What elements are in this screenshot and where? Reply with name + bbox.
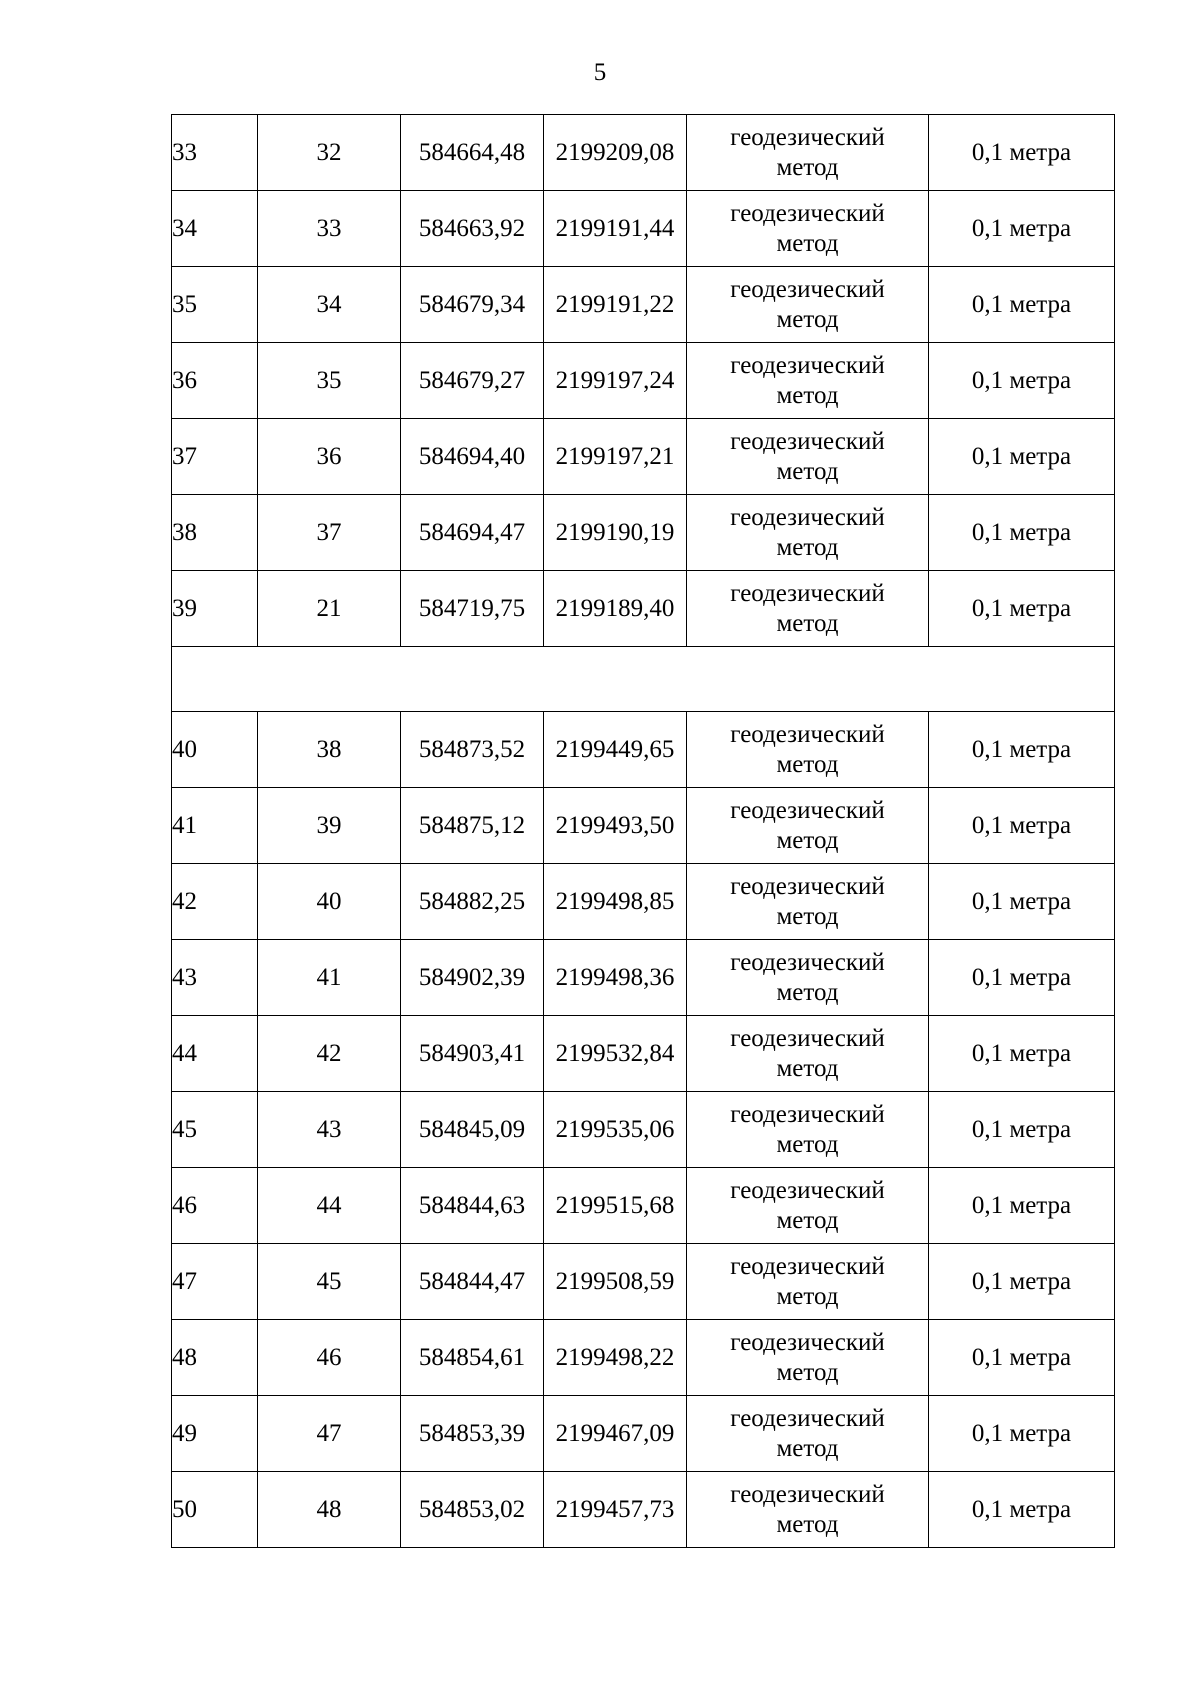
accuracy-cell: 0,1 метра <box>929 1092 1115 1168</box>
x-coordinate-cell: 584882,25 <box>401 864 544 940</box>
accuracy-cell: 0,1 метра <box>929 1168 1115 1244</box>
row-number-cell: 35 <box>172 267 258 343</box>
y-coordinate-cell: 2199467,09 <box>544 1396 687 1472</box>
x-coordinate-cell: 584875,12 <box>401 788 544 864</box>
table-row <box>172 343 1115 419</box>
method-line-2: метод <box>776 1206 839 1234</box>
table-row <box>172 115 1115 191</box>
method-line-1: геодезический <box>730 1480 885 1508</box>
x-coordinate-cell: 584854,61 <box>401 1320 544 1396</box>
accuracy-cell: 0,1 метра <box>929 940 1115 1016</box>
table-body-part-2 <box>172 712 1115 1548</box>
point-number-cell: 35 <box>258 343 401 419</box>
row-number-cell: 48 <box>172 1320 258 1396</box>
method-cell <box>687 788 929 864</box>
method-line-2: метод <box>776 826 839 854</box>
coordinates-table <box>171 114 1115 1548</box>
x-coordinate-cell: 584844,47 <box>401 1244 544 1320</box>
accuracy-cell: 0,1 метра <box>929 864 1115 940</box>
page-number: 5 <box>593 59 607 86</box>
x-coordinate-cell: 584902,39 <box>401 940 544 1016</box>
row-number-cell: 40 <box>172 712 258 788</box>
row-number-cell: 36 <box>172 343 258 419</box>
table-body-part-1 <box>172 115 1115 647</box>
point-number-cell: 41 <box>258 940 401 1016</box>
method-line-2: метод <box>776 902 839 930</box>
x-coordinate-cell: 584873,52 <box>401 712 544 788</box>
method-line-1: геодезический <box>730 1252 885 1280</box>
method-line-2: метод <box>776 1282 839 1310</box>
method-line-1: геодезический <box>730 796 885 824</box>
accuracy-cell: 0,1 метра <box>929 712 1115 788</box>
method-cell <box>687 495 929 571</box>
y-coordinate-cell: 2199535,06 <box>544 1092 687 1168</box>
table-row <box>172 495 1115 571</box>
point-number-cell: 39 <box>258 788 401 864</box>
method-line-2: метод <box>776 609 839 637</box>
table-row <box>172 712 1115 788</box>
accuracy-cell: 0,1 метра <box>929 788 1115 864</box>
point-number-cell: 45 <box>258 1244 401 1320</box>
method-line-2: метод <box>776 1130 839 1158</box>
table-row <box>172 1016 1115 1092</box>
row-number-cell: 42 <box>172 864 258 940</box>
method-line-2: метод <box>776 978 839 1006</box>
table-row <box>172 1396 1115 1472</box>
point-number-cell: 34 <box>258 267 401 343</box>
row-number-cell: 33 <box>172 115 258 191</box>
accuracy-cell: 0,1 метра <box>929 267 1115 343</box>
y-coordinate-cell: 2199209,08 <box>544 115 687 191</box>
table-row <box>172 1472 1115 1548</box>
method-line-1: геодезический <box>730 948 885 976</box>
x-coordinate-cell: 584853,39 <box>401 1396 544 1472</box>
accuracy-cell: 0,1 метра <box>929 343 1115 419</box>
x-coordinate-cell: 584694,40 <box>401 419 544 495</box>
method-cell <box>687 1320 929 1396</box>
point-number-cell: 46 <box>258 1320 401 1396</box>
method-line-2: метод <box>776 153 839 181</box>
method-line-1: геодезический <box>730 1404 885 1432</box>
method-line-1: геодезический <box>730 1100 885 1128</box>
method-line-2: метод <box>776 229 839 257</box>
table-row <box>172 788 1115 864</box>
method-line-1: геодезический <box>730 351 885 379</box>
method-cell <box>687 1016 929 1092</box>
y-coordinate-cell: 2199498,22 <box>544 1320 687 1396</box>
method-line-1: геодезический <box>730 720 885 748</box>
method-cell <box>687 1092 929 1168</box>
x-coordinate-cell: 584679,27 <box>401 343 544 419</box>
point-number-cell: 32 <box>258 115 401 191</box>
x-coordinate-cell: 584663,92 <box>401 191 544 267</box>
method-cell <box>687 571 929 647</box>
row-number-cell: 37 <box>172 419 258 495</box>
method-cell <box>687 1472 929 1548</box>
method-line-2: метод <box>776 1054 839 1082</box>
method-cell <box>687 1244 929 1320</box>
x-coordinate-cell: 584845,09 <box>401 1092 544 1168</box>
table-row <box>172 191 1115 267</box>
table-row <box>172 419 1115 495</box>
row-number-cell: 49 <box>172 1396 258 1472</box>
section-separator-row <box>172 647 1115 712</box>
table-row <box>172 1244 1115 1320</box>
row-number-cell: 47 <box>172 1244 258 1320</box>
method-line-1: геодезический <box>730 872 885 900</box>
table-row <box>172 864 1115 940</box>
method-cell <box>687 115 929 191</box>
table-row <box>172 267 1115 343</box>
method-line-2: метод <box>776 305 839 333</box>
row-number-cell: 38 <box>172 495 258 571</box>
method-line-1: геодезический <box>730 579 885 607</box>
point-number-cell: 47 <box>258 1396 401 1472</box>
method-cell <box>687 712 929 788</box>
accuracy-cell: 0,1 метра <box>929 1396 1115 1472</box>
row-number-cell: 50 <box>172 1472 258 1548</box>
method-line-2: метод <box>776 750 839 778</box>
y-coordinate-cell: 2199197,24 <box>544 343 687 419</box>
x-coordinate-cell: 584679,34 <box>401 267 544 343</box>
point-number-cell: 48 <box>258 1472 401 1548</box>
y-coordinate-cell: 2199515,68 <box>544 1168 687 1244</box>
y-coordinate-cell: 2199191,44 <box>544 191 687 267</box>
table-row <box>172 1168 1115 1244</box>
method-line-2: метод <box>776 1434 839 1462</box>
x-coordinate-cell: 584664,48 <box>401 115 544 191</box>
method-line-2: метод <box>776 457 839 485</box>
point-number-cell: 43 <box>258 1092 401 1168</box>
accuracy-cell: 0,1 метра <box>929 419 1115 495</box>
y-coordinate-cell: 2199532,84 <box>544 1016 687 1092</box>
table-row <box>172 571 1115 647</box>
method-line-1: геодезический <box>730 1328 885 1356</box>
point-number-cell: 33 <box>258 191 401 267</box>
method-line-2: метод <box>776 1510 839 1538</box>
method-line-1: геодезический <box>730 275 885 303</box>
row-number-cell: 41 <box>172 788 258 864</box>
row-number-cell: 45 <box>172 1092 258 1168</box>
point-number-cell: 37 <box>258 495 401 571</box>
x-coordinate-cell: 584903,41 <box>401 1016 544 1092</box>
accuracy-cell: 0,1 метра <box>929 1016 1115 1092</box>
method-cell <box>687 940 929 1016</box>
method-line-2: метод <box>776 381 839 409</box>
point-number-cell: 44 <box>258 1168 401 1244</box>
method-line-1: геодезический <box>730 1024 885 1052</box>
y-coordinate-cell: 2199457,73 <box>544 1472 687 1548</box>
method-line-1: геодезический <box>730 199 885 227</box>
method-cell <box>687 864 929 940</box>
section-separator-cell <box>172 647 1115 712</box>
accuracy-cell: 0,1 метра <box>929 1320 1115 1396</box>
method-cell <box>687 419 929 495</box>
accuracy-cell: 0,1 метра <box>929 191 1115 267</box>
y-coordinate-cell: 2199189,40 <box>544 571 687 647</box>
row-number-cell: 43 <box>172 940 258 1016</box>
accuracy-cell: 0,1 метра <box>929 1244 1115 1320</box>
method-cell <box>687 191 929 267</box>
y-coordinate-cell: 2199449,65 <box>544 712 687 788</box>
accuracy-cell: 0,1 метра <box>929 115 1115 191</box>
y-coordinate-cell: 2199191,22 <box>544 267 687 343</box>
y-coordinate-cell: 2199493,50 <box>544 788 687 864</box>
method-cell <box>687 1396 929 1472</box>
point-number-cell: 40 <box>258 864 401 940</box>
y-coordinate-cell: 2199498,85 <box>544 864 687 940</box>
y-coordinate-cell: 2199508,59 <box>544 1244 687 1320</box>
method-cell <box>687 267 929 343</box>
accuracy-cell: 0,1 метра <box>929 571 1115 647</box>
point-number-cell: 36 <box>258 419 401 495</box>
row-number-cell: 44 <box>172 1016 258 1092</box>
x-coordinate-cell: 584719,75 <box>401 571 544 647</box>
point-number-cell: 38 <box>258 712 401 788</box>
row-number-cell: 39 <box>172 571 258 647</box>
accuracy-cell: 0,1 метра <box>929 495 1115 571</box>
table-row <box>172 1092 1115 1168</box>
point-number-cell: 21 <box>258 571 401 647</box>
method-line-1: геодезический <box>730 427 885 455</box>
y-coordinate-cell: 2199197,21 <box>544 419 687 495</box>
method-line-2: метод <box>776 533 839 561</box>
method-line-1: геодезический <box>730 123 885 151</box>
x-coordinate-cell: 584694,47 <box>401 495 544 571</box>
method-cell <box>687 1168 929 1244</box>
accuracy-cell: 0,1 метра <box>929 1472 1115 1548</box>
row-number-cell: 46 <box>172 1168 258 1244</box>
method-line-2: метод <box>776 1358 839 1386</box>
row-number-cell: 34 <box>172 191 258 267</box>
x-coordinate-cell: 584844,63 <box>401 1168 544 1244</box>
y-coordinate-cell: 2199498,36 <box>544 940 687 1016</box>
table-row <box>172 940 1115 1016</box>
method-cell <box>687 343 929 419</box>
method-line-1: геодезический <box>730 1176 885 1204</box>
x-coordinate-cell: 584853,02 <box>401 1472 544 1548</box>
y-coordinate-cell: 2199190,19 <box>544 495 687 571</box>
method-line-1: геодезический <box>730 503 885 531</box>
table-row <box>172 1320 1115 1396</box>
point-number-cell: 42 <box>258 1016 401 1092</box>
section-separator <box>172 647 1115 712</box>
